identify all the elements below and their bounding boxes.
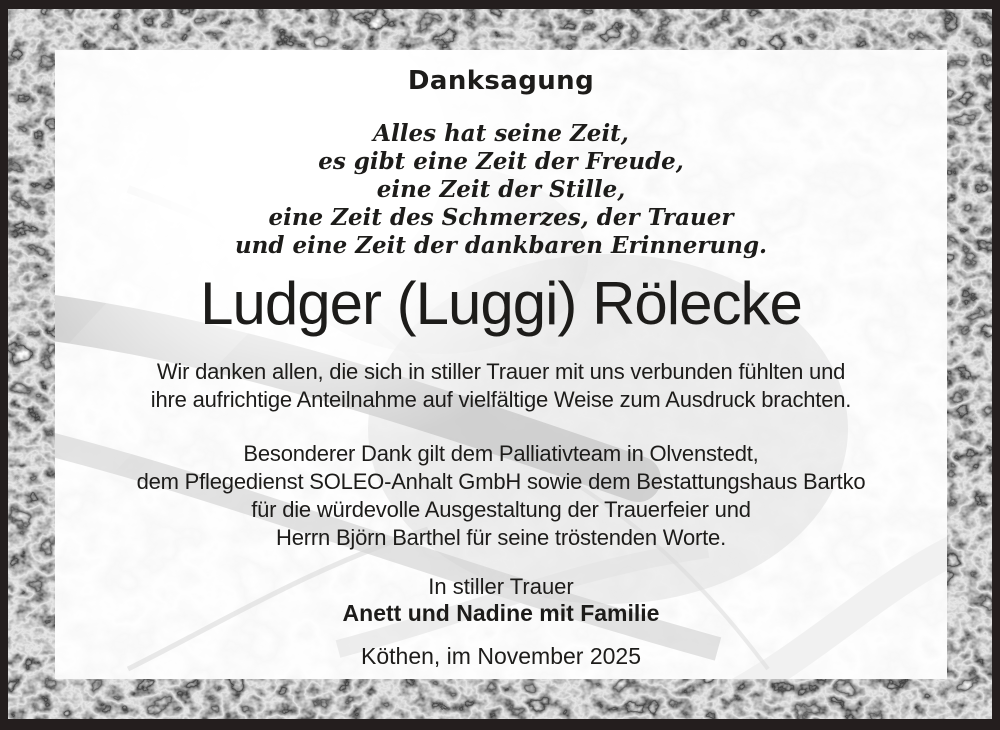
foliage-strip-bottom [8, 679, 992, 719]
foliage-strip-right [947, 9, 992, 719]
thanks-line: für die würdevolle Ausgestaltung der Trauerfeier und [251, 496, 751, 522]
poem-line: eine Zeit der Stille, [376, 175, 626, 203]
family-names: Anett und Nadine mit Familie [342, 599, 660, 626]
poem-line: es gibt eine Zeit der Freude, [318, 147, 684, 175]
thanks-line: Wir danken allen, die sich in stiller Trauer mit uns verbunden fühlten und [156, 358, 846, 384]
thanks-line: Besonderer Dank gilt dem Palliativteam in Olvenstedt, [243, 440, 759, 466]
thanks-line: dem Pflegedienst SOLEO-Anhalt GmbH sowie dem Bestattungshaus Bartko [136, 468, 866, 494]
poem [55, 120, 947, 260]
foliage-strip-left [8, 9, 55, 719]
poem-line: und eine Zeit der dankbaren Erinnerung. [234, 231, 768, 259]
mourning-line: In stiller Trauer [428, 573, 574, 599]
notice-panel [55, 50, 947, 679]
thanks-line: ihre aufrichtige Anteilnahme auf vielfältige Weise zum Ausdruck brachten. [150, 386, 852, 412]
deceased-name: Ludger (Luggi) Rölecke [200, 269, 802, 337]
thanks-paragraph-1 [55, 358, 947, 414]
foliage-strip-top [8, 9, 992, 50]
thanks-line: Herrn Björn Barthel für seine tröstenden Worte. [276, 524, 726, 550]
poem-line: Alles hat seine Zeit, [373, 119, 629, 147]
notice-heading: Danksagung [407, 66, 595, 96]
place-date: Köthen, im November 2025 [361, 642, 641, 669]
poem-line: eine Zeit des Schmerzes, der Trauer [268, 203, 734, 231]
thanks-paragraph-2 [55, 440, 947, 552]
